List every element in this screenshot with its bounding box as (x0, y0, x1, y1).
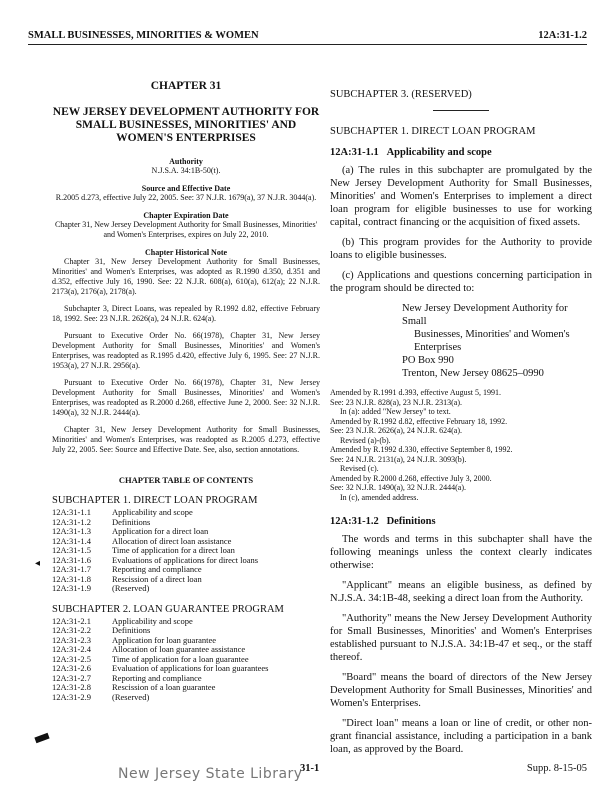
toc-section-number[interactable]: 12A:31-1.9 (52, 583, 91, 593)
history-note: Chapter 31, New Jersey Development Authority for Small Businesses, Minorities' and Women's Enterprises, was adopted as R.1990 d.350, d.351 and d.352, effective July 16, 1990. See: 22 N.J.R. 608(a), 610(a), 612(a); 22 N.J.R. 2173(a), 2176(a), 2178(a). (52, 257, 320, 296)
paragraph: The words and terms in this subchapter shall have the following meanings unless the context clearly indicates otherwise: (330, 534, 592, 571)
amendment-line: Amended by R.2000 d.268, effective July 3, 2000. (330, 473, 492, 483)
toc-section-number[interactable]: 12A:31-2.1 (52, 615, 91, 626)
amendment-line: See: 24 N.J.R. 2131(a), 24 N.J.R. 3093(b). (330, 454, 467, 464)
toc-section-title[interactable]: Allocation of loan guarantee assistance (112, 644, 246, 654)
toc-section-title[interactable]: Application for a direct loan (112, 526, 209, 536)
toc-subchapter-2-title: SUBCHAPTER 2. LOAN GUARANTEE PROGRAM (52, 603, 284, 615)
page-footer (0, 763, 615, 783)
toc-section-number[interactable]: 12A:31-2.7 (52, 672, 91, 683)
running-header (28, 30, 587, 45)
subchapter-3-heading: SUBCHAPTER 3. (RESERVED) (330, 89, 472, 100)
toc-section-number[interactable]: 12A:31-2.2 (52, 625, 91, 635)
amendment-line: Amended by R.1992 d.82, effective February 18, 1992. (330, 416, 508, 426)
header-left: SMALL BUSINESSES, MINORITIES & WOMEN (28, 30, 259, 41)
section-number: 12A:31-1.2 (330, 516, 379, 527)
toc-section-title[interactable]: Application for loan guarantee (112, 634, 217, 645)
history-note: Chapter 31, New Jersey Development Authority for Small Businesses, Minorities' and Women's Enterprises, was readopted as R.2005 d.273, effective July 22, 2005. See: Source and Effective Date. See, also, section annotations. (52, 425, 320, 454)
source-text: R.2005 d.273, effective July 22, 2005. See: 37 N.J.R. 1679(a), 37 N.J.R. 3044(a). (55, 193, 317, 202)
mailing-address (402, 302, 592, 380)
amendment-line: Amended by R.1991 d.393, effective August 5, 1991. (330, 388, 501, 397)
definition: "Board" means the board of directors of the New Jersey Development Authority for Small Businesses, Minorities' and Women's Enterprises. (330, 672, 592, 709)
authority-heading: Authority (169, 157, 203, 166)
toc-section-number[interactable]: 12A:31-2.3 (52, 634, 91, 645)
toc-section-number[interactable]: 12A:31-2.4 (52, 644, 91, 654)
amendment-line: Revised (c). (340, 464, 379, 473)
toc-section-title[interactable]: (Reserved) (112, 691, 150, 702)
section-title: Definitions (386, 516, 436, 527)
toc-section-number[interactable]: 12A:31-1.1 (52, 507, 91, 517)
toc-section-number[interactable]: 12A:31-2.9 (52, 691, 91, 702)
toc-section-number[interactable]: 12A:31-1.4 (52, 535, 91, 546)
toc-subchapter-2 (52, 617, 320, 703)
margin-marker (34, 733, 49, 743)
toc-section-title[interactable]: Evaluations of applications for direct loans (112, 554, 259, 565)
page-number: 31-1 (300, 763, 320, 774)
toc-section-title[interactable]: Rescission of a loan guarantee (112, 682, 216, 692)
right-column (330, 70, 592, 756)
chapter-heading: CHAPTER 31 (150, 80, 222, 92)
amendment-line: See: 32 N.J.R. 1490(a), 32 N.J.R. 2444(a). (330, 483, 466, 492)
paragraph: (a) The rules in this subchapter are promulgated by the New Jersey Development Authority for Small Businesses, Minorities' and Women's Enterprises to implement a direct loan program for eligible businesses to use for working capital, contract financing or the acquisition of fixed assets. (330, 165, 592, 228)
section-number: 12A:31-1.1 (330, 147, 379, 158)
toc-section-number[interactable]: 12A:31-2.6 (52, 663, 91, 673)
toc-section-title[interactable]: (Reserved) (112, 583, 150, 593)
amendment-line: In (a): added "New Jersey" to text. (340, 407, 451, 416)
toc-section-title[interactable]: Applicability and scope (112, 615, 193, 626)
address-line: New Jersey Development Authority for Small (402, 303, 568, 327)
amendment-line: Amended by R.1992 d.330, effective September 8, 1992. (330, 445, 513, 454)
definition: "Applicant" means an eligible business, as defined by N.J.S.A. 34:1B-48, seeking a direct loan from the Authority. (330, 580, 592, 604)
paragraph: (b) This program provides for the Authority to provide loans to eligible businesses. (330, 237, 592, 261)
toc-section-number[interactable]: 12A:31-1.8 (52, 573, 91, 584)
address-line: PO Box 990 (402, 355, 454, 366)
subchapter-1-heading: SUBCHAPTER 1. DIRECT LOAN PROGRAM (330, 126, 536, 137)
history-note: Pursuant to Executive Order No. 66(1978), Chapter 31, New Jersey Development Authority for Small Businesses, Minorities' and Women's Enterprises, was readopted as R.2000 d.268, effective June 2, 2000. See: 32 N.J.R. 1490(a), 32 N.J.R. 2444(a). (52, 378, 320, 417)
toc-section-title[interactable]: Applicability and scope (112, 507, 193, 517)
chapter-title: NEW JERSEY DEVELOPMENT AUTHORITY FOR SMALL BUSINESSES, MINORITIES' AND WOMEN'S ENTERPRISES (52, 106, 320, 144)
authority-text: N.J.S.A. 34:1B-50(t). (151, 166, 221, 175)
toc-section-title[interactable]: Definitions (112, 516, 151, 527)
address-line: Businesses, Minorities' and Women's (414, 329, 570, 340)
toc-section-title[interactable]: Evaluation of applications for loan guarantees (112, 663, 269, 673)
toc-section-title[interactable]: Reporting and compliance (112, 672, 202, 683)
toc-section-number[interactable]: 12A:31-1.3 (52, 526, 91, 536)
toc-section-number[interactable]: 12A:31-1.6 (52, 554, 91, 565)
toc-section-title[interactable]: Time of application for a direct loan (112, 545, 235, 555)
amendment-line: See: 23 N.J.R. 828(a), 23 N.J.R. 2313(a). (330, 397, 462, 407)
toc-section-title[interactable]: Definitions (112, 625, 151, 635)
toc-section-title[interactable]: Rescission of a direct loan (112, 573, 202, 584)
definition: "Authority" means the New Jersey Development Authority for Small Businesses, Minorities' and Women's Enterprises established pursuant to N.J.S.A. 34:1B-47 et seq., or the staff thereof. (330, 613, 592, 663)
section-heading (330, 516, 592, 527)
address-line: Trenton, New Jersey 08625–0990 (402, 368, 544, 379)
expiration-heading: Chapter Expiration Date (143, 211, 229, 220)
toc-section-title[interactable]: Time of application for a loan guarantee (112, 653, 249, 664)
toc-subchapter-1 (52, 508, 320, 594)
library-watermark: New Jersey State Library (118, 766, 303, 782)
toc-section-number[interactable]: 12A:31-2.5 (52, 653, 91, 664)
toc-section-number[interactable]: 12A:31-2.8 (52, 682, 91, 692)
definition: "Direct loan" means a loan or line of credit, or other non-grant financial assistance, including a participation in a bank loan, as approved by the Board. (330, 718, 592, 755)
expiration-text: Chapter 31, New Jersey Development Authority for Small Businesses, Minorities' and Women's Enterprises, expires on July 22, 2010. (54, 220, 318, 239)
toc-section-number[interactable]: 12A:31-1.7 (52, 564, 91, 574)
toc-section-title[interactable]: Allocation of direct loan assistance (112, 535, 232, 546)
toc-subchapter-1-title: SUBCHAPTER 1. DIRECT LOAN PROGRAM (52, 495, 258, 506)
toc-section-number[interactable]: 12A:31-1.2 (52, 516, 91, 527)
section-heading (330, 147, 592, 158)
amendment-line: In (c), amended address. (340, 492, 419, 502)
divider (433, 110, 489, 111)
history-note: Pursuant to Executive Order No. 66(1978), Chapter 31, New Jersey Development Authority for Small Businesses, Minorities' and Women's Enterprises, was readopted as R.1995 d.420, effective July 6, 1995. See: 27 N.J.R. 1953(a), 27 N.J.R. 2956(a). (52, 331, 320, 370)
toc-section-title[interactable]: Reporting and compliance (112, 564, 202, 574)
amendment-line: See: 23 N.J.R. 2626(a), 24 N.J.R. 624(a). (330, 426, 462, 435)
paragraph: (c) Applications and questions concerning participation in the program should be directed to: (330, 270, 592, 294)
supplement-date: Supp. 8-15-05 (526, 763, 587, 774)
toc-title: CHAPTER TABLE OF CONTENTS (118, 475, 254, 485)
header-right: 12A:31-1.2 (538, 30, 587, 41)
history-heading: Chapter Historical Note (144, 248, 228, 257)
margin-marker: ◂ (35, 558, 41, 569)
amendment-history (330, 388, 592, 502)
history-note: Subchapter 3, Direct Loans, was repealed by R.1992 d.82, effective February 18, 1992. See: 23 N.J.R. 2626(a), 24 N.J.R. 624(a). (52, 304, 320, 323)
address-line: Enterprises (414, 342, 462, 353)
source-heading: Source and Effective Date (141, 184, 231, 193)
toc-section-number[interactable]: 12A:31-1.5 (52, 545, 91, 555)
section-title: Applicability and scope (386, 147, 492, 158)
amendment-line: Revised (a)-(b). (340, 435, 391, 445)
left-column (52, 70, 320, 702)
